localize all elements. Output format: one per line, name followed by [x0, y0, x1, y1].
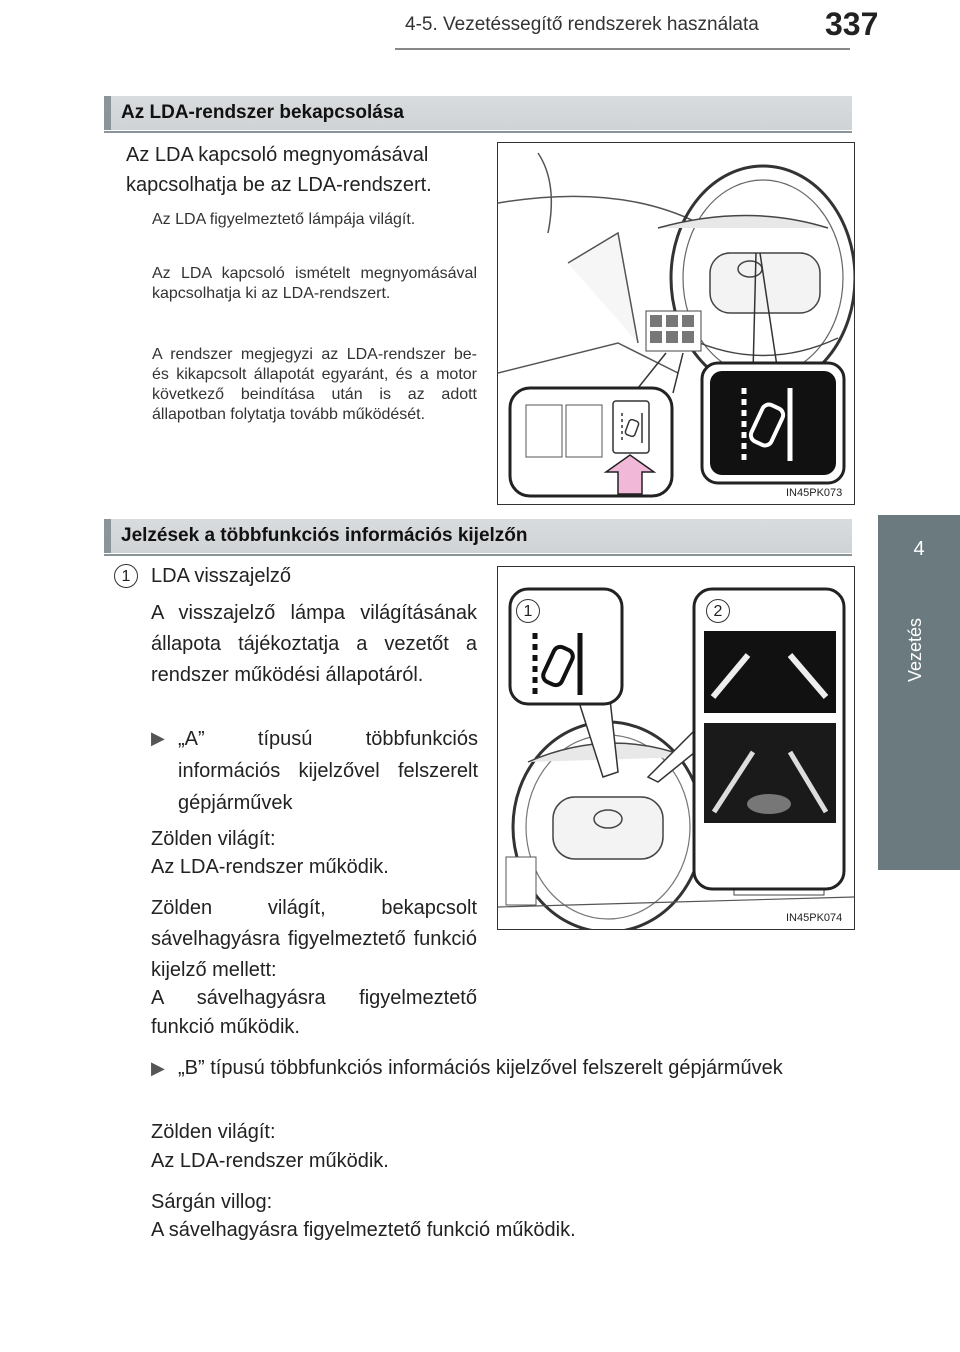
callout-2: 2 — [706, 599, 730, 623]
section-heading: Az LDA-rendszer bekapcsolása — [104, 96, 852, 130]
intro-text: Az LDA kapcsoló megnyomásával kapcsolhatja be az LDA-rendszert. — [126, 144, 432, 196]
figure-code: IN45PK074 — [786, 912, 843, 924]
chapter-label: Vezetés — [905, 617, 925, 683]
chapter-tab — [878, 515, 960, 870]
type-b-label: „B” típusú többfunkciós információs kijelzővel felszerelt gépjárművek — [178, 1057, 783, 1079]
item-title: LDA visszajelző — [151, 565, 292, 587]
running-header: 4-5. Vezetéssegítő rendszerek használata — [405, 14, 759, 35]
triangle-bullet-icon: ▶ — [151, 1058, 165, 1078]
type-a-label: „A” típusú többfunkciós információs kijelzővel felszerelt gépjárművek — [178, 728, 478, 814]
triangle-bullet-icon: ▶ — [151, 728, 165, 748]
chapter-number: 4 — [913, 538, 925, 560]
type-a-state2-title: Zölden világít, bekapcsolt sávelhagyásra figyelmeztető funkció kijelző mellett: — [151, 897, 477, 981]
type-b-state2-desc: A sávelhagyásra figyelmeztető funkció működik. — [151, 1219, 576, 1241]
type-a-state1-desc: Az LDA-rendszer működik. — [151, 856, 389, 878]
type-a-state2-desc: A sávelhagyásra figyelmeztető funkció működik. — [151, 987, 477, 1038]
type-b-state1-title: Zölden világít: — [151, 1121, 276, 1143]
type-a-state1-title: Zölden világít: — [151, 828, 276, 850]
note-3: A rendszer megjegyzi az LDA-rendszer be- és kikapcsolt állapotát egyaránt, és a motor következő beindítása után is az adott állapotban folytatja tovább működését. — [152, 346, 477, 423]
item-number: 1 — [114, 564, 138, 588]
type-b-state1-desc: Az LDA-rendszer működik. — [151, 1150, 389, 1172]
item-description: A visszajelző lámpa világításának állapota tájékoztatja a vezetőt a rendszer működési állapotáról. — [151, 602, 477, 686]
figure-code: IN45PK073 — [786, 487, 843, 499]
dashboard-illustration — [498, 143, 854, 504]
figure-lda-switch — [497, 142, 855, 505]
type-b-state2-title: Sárgán villog: — [151, 1191, 273, 1213]
display-illustration — [498, 567, 854, 929]
note-1: Az LDA figyelmeztető lámpája világít. — [152, 211, 416, 228]
figure-lda-indicator — [497, 566, 855, 930]
header-divider — [395, 48, 850, 50]
note-2: Az LDA kapcsoló ismételt megnyomásával kapcsolhatja ki az LDA-rendszert. — [152, 265, 477, 302]
section-heading: Jelzések a többfunkciós információs kijelzőn — [104, 519, 852, 553]
page-number: 337 — [825, 6, 879, 42]
callout-1: 1 — [516, 599, 540, 623]
